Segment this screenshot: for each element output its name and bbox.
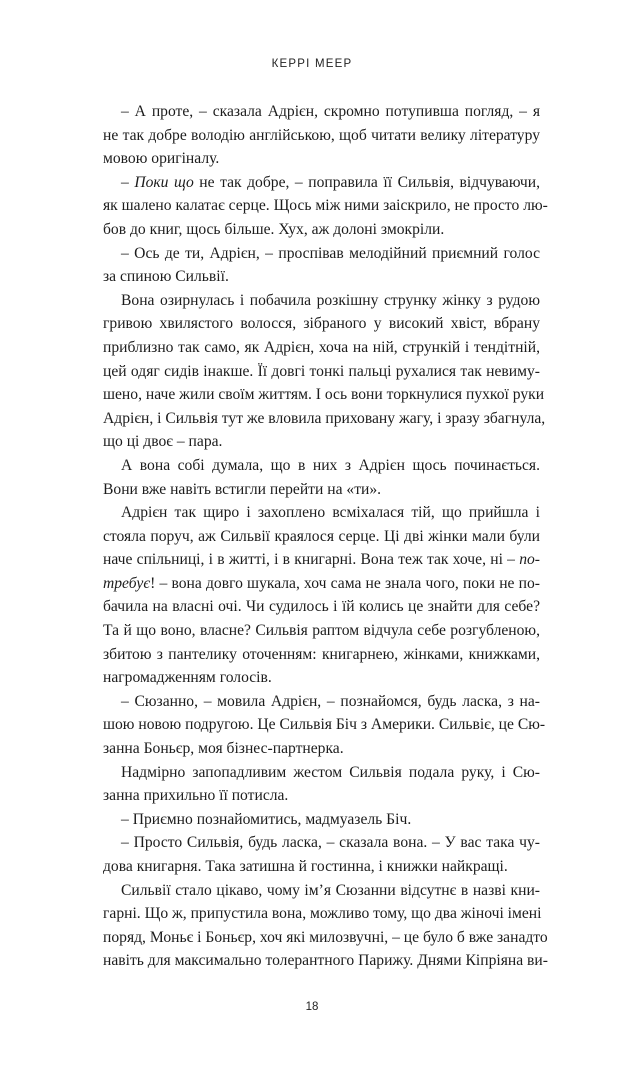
text-line: поряд, Моньє і Боньєр, хоч які милозвучні, – це було б вже занадто xyxy=(103,928,548,946)
text-line: бов до книг, щось більше. Хух, аж долоні змокріли. xyxy=(103,220,445,238)
text-line: – Приємно познайомитись, мадмуазель Біч. xyxy=(121,810,412,828)
text-line: мовою оригіналу. xyxy=(103,150,220,168)
text-line: стояла поруч, аж Сильвії краялося серце. Ці дві жінки мали були xyxy=(103,527,540,545)
text-line: – Просто Сильвія, будь ласка, – сказала вона. – У вас така чу- xyxy=(121,834,540,852)
text-line: Вони вже навіть встигли перейти на «ти». xyxy=(103,480,382,498)
text-line: бачила на власні очі. Чи судилось і їй колись це знайти для себе? xyxy=(103,598,540,616)
text-line: занна Боньєр, моя бізнес-партнерка. xyxy=(103,740,344,758)
text-line: – А проте, – сказала Адрієн, скромно потупивша погляд, – я xyxy=(121,103,540,120)
text-line: що ці двоє – пара. xyxy=(103,433,223,451)
text-line: Адрієн, і Сильвія тут же вловила приховану жагу, і зразу збагнула, xyxy=(103,409,546,427)
text-line: Сильвії стало цікаво, чому ім’я Сюзанни відсутнє в назві кни- xyxy=(121,881,540,899)
text-line: нагромадженням голосів. xyxy=(103,669,272,687)
paragraph xyxy=(103,171,548,242)
paragraph xyxy=(103,289,546,454)
paragraph xyxy=(103,808,540,832)
text-line: навіть для максимально толерантного Парижу. Днями Кіпріяна ви- xyxy=(103,952,548,970)
page-number: 18 xyxy=(305,1001,319,1013)
text-line: цей одяг сидів інакше. Її довгі тонкі пальці рухалися так невиму- xyxy=(103,362,540,380)
text-line: шено, наче жили своїм життям. І ось вони торкнулися пухкої руки xyxy=(103,386,545,404)
text-line: Вона озирнулась і побачила розкішну струнку жінку з рудою xyxy=(121,291,540,309)
text-line: гривою хвилястого волосся, зібраного у високий хвіст, вбрану xyxy=(103,315,540,333)
text-line: Надмірно запопадливим жестом Сильвія подала руку, і Сю- xyxy=(121,763,540,781)
running-head: КЕРРІ МЕЕР xyxy=(271,58,353,70)
paragraph xyxy=(103,454,540,501)
text-line: – Ось де ти, Адрієн, – проспівав мелодійний приємний голос xyxy=(121,244,540,262)
paragraph xyxy=(103,242,540,289)
text-line: требує! – вона довго шукала, хоч сама не знала чого, поки не по- xyxy=(103,574,540,592)
text-line: як шалено калатає серце. Щось між ними заіскрило, не просто лю- xyxy=(103,197,548,215)
paragraph xyxy=(103,761,540,808)
body-text xyxy=(103,100,548,973)
text-line: наче спільниці, і в житті, і в книгарні. Вона теж так хоче, ні – по- xyxy=(103,551,540,569)
text-line: – Сюзанно, – мовила Адрієн, – познайомся, будь ласка, з на- xyxy=(121,692,540,710)
text-line: не так добре володію англійською, щоб читати велику літературу xyxy=(103,126,540,144)
text-line: збитою з пантелику оточенням: книгарнею, жінками, книжками, xyxy=(103,645,540,663)
paragraph xyxy=(103,831,540,878)
paragraph xyxy=(103,100,540,171)
text-line: за спиною Сильвії. xyxy=(103,268,229,286)
paragraph xyxy=(103,690,546,761)
text-line: А вона собі думала, що в них з Адрієн щось починається. xyxy=(121,456,540,474)
paragraph xyxy=(103,879,548,973)
text-line: занна прихильно її потисла. xyxy=(103,787,289,805)
paragraph xyxy=(103,501,540,690)
text-line: Адрієн так щиро і захоплено всміхалася тій, що прийшла і xyxy=(121,504,540,522)
text-line: Та й що воно, власне? Сильвія раптом відчула себе розгубленою, xyxy=(103,622,540,640)
text-line: – Поки що не так добре, – поправила її Сильвія, відчуваючи, xyxy=(121,173,540,191)
text-line: шою новою подругою. Це Сильвія Біч з Америки. Сильвіє, це Сю- xyxy=(103,716,546,734)
text-line: приблизно так само, як Адрієн, хоча на ній, стрункій і тендітній, xyxy=(103,338,540,356)
text-line: гарні. Що ж, припустила вона, можливо тому, що два жіночі імені xyxy=(103,905,542,923)
text-line: дова книгарня. Така затишна й гостинна, і книжки найкращі. xyxy=(103,858,508,875)
